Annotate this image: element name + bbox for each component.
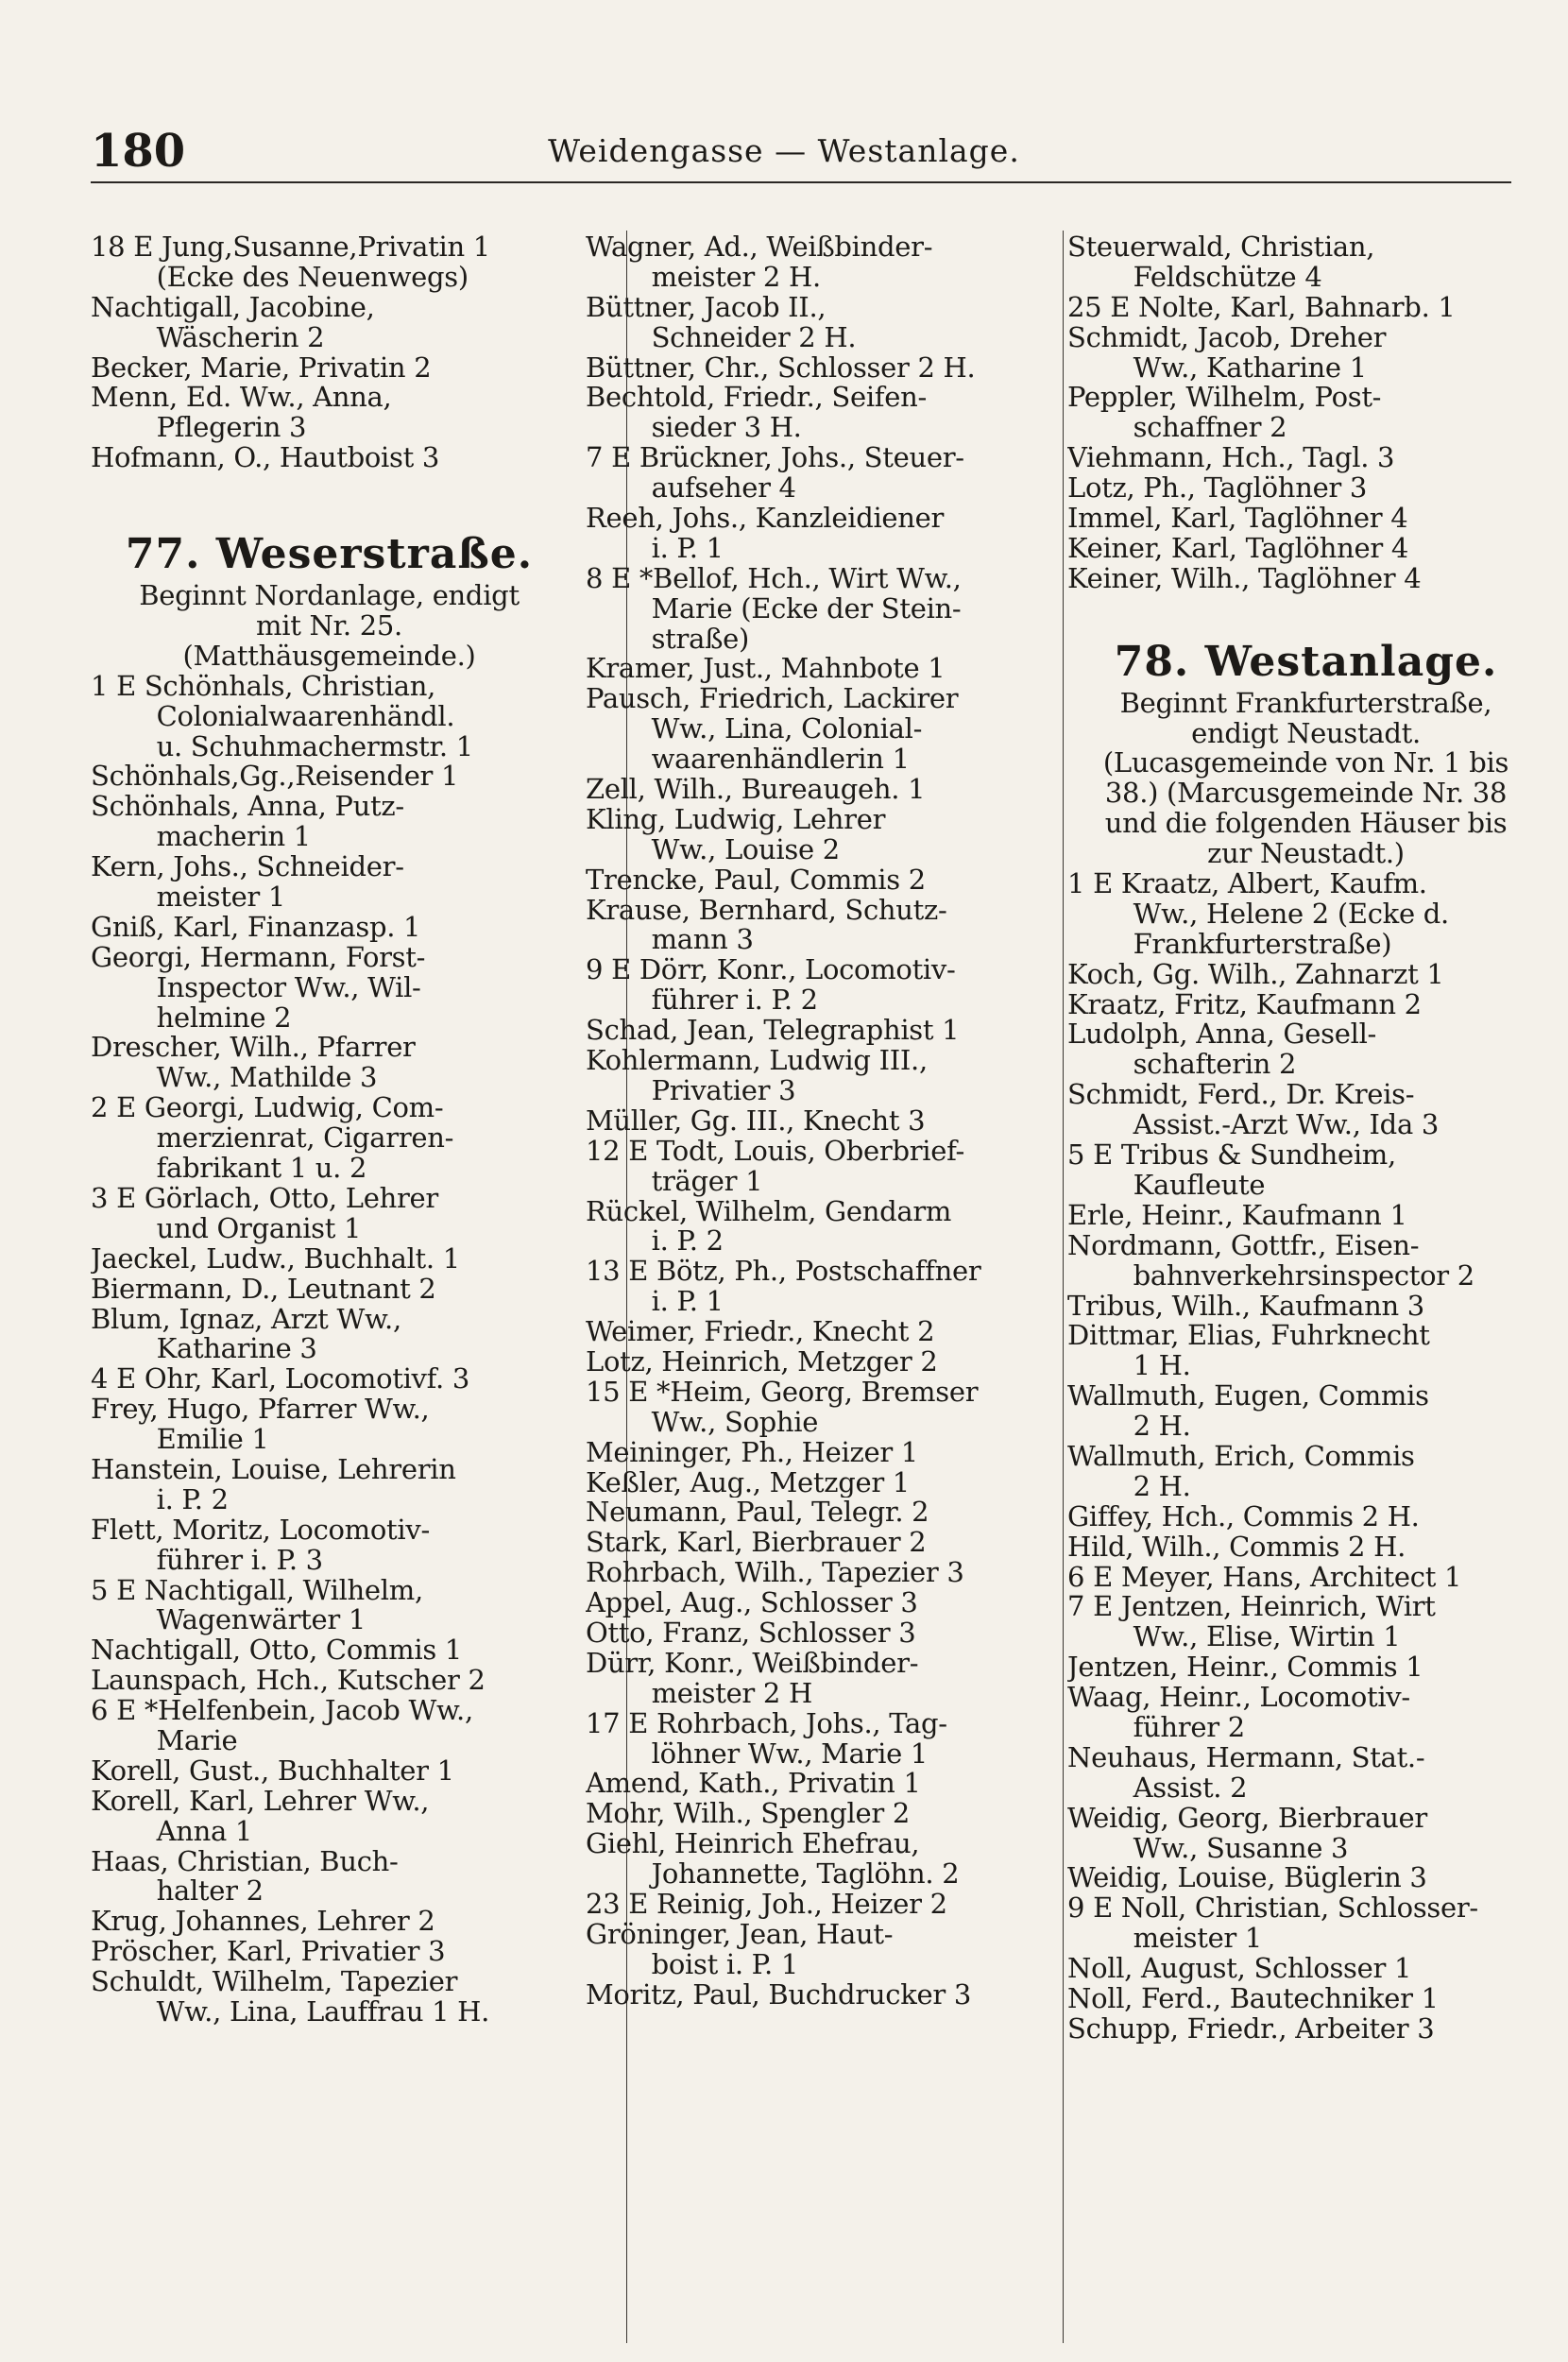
- entry-line: Emilie 1: [156, 1425, 269, 1455]
- entry-line: bahnverkehrsinspector 2: [1133, 1260, 1474, 1292]
- entry-line: Jentzen, Heinr., Commis 1: [1067, 1652, 1423, 1684]
- entry-line: Schupp, Friedr., Arbeiter 3: [1067, 2013, 1435, 2045]
- entry-line: Assist.-Arzt Ww., Ida 3: [1133, 1110, 1440, 1141]
- entry-line: Marie: [156, 1725, 238, 1756]
- entry-line: Pröscher, Karl, Privatier 3: [91, 1937, 446, 1968]
- entry-line: meister 2 H: [651, 1678, 812, 1709]
- entry-line: Johannette, Taglöhn. 2: [651, 1859, 960, 1890]
- entry-line: und Organist 1: [156, 1213, 362, 1244]
- entry-line: träger 1: [651, 1166, 763, 1197]
- entry-line: Tribus, Wilh., Kaufmann 3: [1067, 1291, 1424, 1322]
- entry-line: meister 1: [156, 882, 286, 913]
- entry-line: Schönhals, Anna, Putz-: [91, 792, 404, 823]
- entry-line: Nachtigall, Otto, Commis 1: [91, 1635, 463, 1667]
- entry-line: Ww., Louise 2: [651, 834, 840, 865]
- entry-line: 6 E Meyer, Hans, Architect 1: [1067, 1562, 1462, 1593]
- street-note: 38.) (Marcusgemeinde Nr. 38: [1104, 779, 1508, 810]
- entry-line: Hanstein, Louise, Lehrerin: [91, 1454, 456, 1485]
- entry-line: Bechtold, Friedr., Seifen-: [586, 383, 927, 414]
- street-note: endigt Neustadt.: [1191, 718, 1421, 749]
- entry-line: Appel, Aug., Schlosser 3: [586, 1588, 918, 1618]
- entry-line: 12 E Todt, Louis, Oberbrief-: [586, 1136, 965, 1167]
- entry-line: Meininger, Ph., Heizer 1: [586, 1437, 918, 1468]
- entry-line: Hofmann, O., Hautboist 3: [91, 443, 440, 474]
- entry-line: (Ecke des Neuenwegs): [156, 262, 469, 293]
- column-right: [1067, 232, 1544, 2339]
- entry-line: 5 E Nachtigall, Wilhelm,: [91, 1575, 423, 1606]
- entry-line: Weidig, Louise, Büglerin 3: [1067, 1863, 1427, 1894]
- entry-line: sieder 3 H.: [651, 413, 802, 444]
- entry-line: Amend, Kath., Privatin 1: [586, 1769, 921, 1800]
- header-rule: [91, 181, 1511, 183]
- entry-line: Blum, Ignaz, Arzt Ww.,: [91, 1304, 401, 1335]
- entry-line: Müller, Gg. III., Knecht 3: [586, 1105, 926, 1137]
- entry-line: Marie (Ecke der Stein-: [651, 593, 962, 625]
- entry-line: 2 H.: [1133, 1471, 1191, 1502]
- entry-line: Anna 1: [156, 1816, 253, 1847]
- entry-line: Hild, Wilh., Commis 2 H.: [1067, 1532, 1406, 1563]
- entry-line: Schneider 2 H.: [651, 322, 857, 353]
- entry-line: Wallmuth, Erich, Commis: [1067, 1441, 1415, 1472]
- entry-line: Peppler, Wilhelm, Post-: [1067, 383, 1382, 414]
- entry-line: Wagner, Ad., Weißbinder-: [586, 232, 933, 263]
- entry-line: Weidig, Georg, Bierbrauer: [1067, 1803, 1427, 1834]
- entry-line: Nordmann, Gottfr., Eisen-: [1067, 1230, 1420, 1261]
- entry-line: aufseher 4: [651, 473, 796, 505]
- page-number: 180: [91, 125, 186, 178]
- entry-line: Feldschütze 4: [1133, 262, 1322, 293]
- entry-line: 1 H.: [1133, 1351, 1191, 1382]
- entry-line: Giehl, Heinrich Ehefrau,: [586, 1829, 920, 1860]
- entry-line: 18 E Jung,Susanne,Privatin 1: [91, 232, 490, 263]
- running-title: Weidengasse — Westanlage.: [548, 132, 1020, 169]
- entry-line: Waag, Heinr., Locomotiv-: [1067, 1683, 1410, 1713]
- entry-line: Privatier 3: [651, 1075, 796, 1106]
- entry-line: Pausch, Friedrich, Lackirer: [586, 684, 959, 715]
- entry-line: Noll, August, Schlosser 1: [1067, 1954, 1412, 1984]
- entry-line: mann 3: [651, 925, 754, 956]
- street-note: (Matthäusgemeinde.): [182, 641, 476, 672]
- street-note: zur Neustadt.): [1207, 839, 1405, 870]
- entry-line: Georgi, Hermann, Forst-: [91, 942, 426, 973]
- entry-line: Ludolph, Anna, Gesell-: [1067, 1019, 1377, 1051]
- entry-line: Erle, Heinr., Kaufmann 1: [1067, 1200, 1407, 1231]
- entry-line: 7 E Brückner, Johs., Steuer-: [586, 443, 964, 474]
- entry-line: Rohrbach, Wilh., Tapezier 3: [586, 1558, 964, 1589]
- entry-line: merzienrat, Cigarren-: [156, 1123, 454, 1155]
- entry-line: Gröninger, Jean, Haut-: [586, 1919, 894, 1950]
- entry-line: i. P. 1: [651, 1287, 724, 1318]
- entry-line: 1 E Schönhals, Christian,: [91, 671, 436, 702]
- entry-line: Jaeckel, Ludw., Buchhalt. 1: [91, 1243, 460, 1275]
- entry-line: Neuhaus, Hermann, Stat.-: [1067, 1742, 1425, 1773]
- entry-line: schafterin 2: [1133, 1050, 1297, 1081]
- entry-line: Dittmar, Elias, Fuhrknecht: [1067, 1321, 1430, 1352]
- entry-line: Colonialwaarenhändl.: [156, 701, 455, 732]
- entry-line: Schad, Jean, Telegraphist 1: [586, 1016, 960, 1047]
- entry-line: 23 E Reinig, Joh., Heizer 2: [586, 1889, 947, 1920]
- entry-line: Krause, Bernhard, Schutz-: [586, 895, 947, 926]
- entry-line: Neumann, Paul, Telegr. 2: [586, 1498, 929, 1529]
- entry-line: Büttner, Jacob II.,: [586, 292, 827, 323]
- entry-line: macherin 1: [156, 822, 311, 853]
- entry-line: schaffner 2: [1133, 413, 1287, 444]
- entry-line: Mohr, Wilh., Spengler 2: [586, 1799, 911, 1830]
- entry-line: Zell, Wilh., Bureaugeh. 1: [586, 775, 926, 805]
- entry-line: führer i. P. 3: [156, 1545, 323, 1576]
- entry-line: Katharine 3: [156, 1334, 317, 1365]
- street-note: und die folgenden Häuser bis: [1104, 809, 1508, 840]
- street-note: Beginnt Frankfurterstraße,: [1119, 688, 1492, 719]
- entry-line: 3 E Görlach, Otto, Lehrer: [91, 1183, 438, 1214]
- entry-line: fabrikant 1 u. 2: [156, 1154, 367, 1184]
- entry-line: Ww., Elise, Wirtin 1: [1133, 1622, 1401, 1653]
- entry-line: meister 1: [1133, 1924, 1263, 1955]
- entry-line: Kling, Ludwig, Lehrer: [586, 804, 886, 835]
- entry-line: i. P. 1: [651, 533, 724, 564]
- entry-line: 13 E Bötz, Ph., Postschaffner: [586, 1257, 981, 1288]
- entry-line: i. P. 2: [156, 1484, 229, 1515]
- entry-line: Wagenwärter 1: [156, 1605, 366, 1636]
- entry-line: 6 E *Helfenbein, Jacob Ww.,: [91, 1696, 473, 1726]
- entry-line: Ww., Helene 2 (Ecke d.: [1133, 899, 1449, 930]
- entry-line: Kraatz, Fritz, Kaufmann 2: [1067, 989, 1422, 1020]
- street-note: (Lucasgemeinde von Nr. 1 bis: [1102, 748, 1509, 779]
- entry-line: Assist. 2: [1133, 1772, 1248, 1804]
- entry-line: Haas, Christian, Buch-: [91, 1846, 399, 1877]
- entry-line: Pflegerin 3: [156, 413, 307, 444]
- street-heading: 78. Westanlage.: [1114, 637, 1498, 686]
- entry-line: Ww., Sophie: [651, 1407, 819, 1438]
- entry-line: Frey, Hugo, Pfarrer Ww.,: [91, 1395, 430, 1426]
- entry-line: 15 E *Heim, Georg, Bremser: [586, 1377, 979, 1408]
- entry-line: Koch, Gg. Wilh., Zahnarzt 1: [1067, 959, 1444, 990]
- entry-line: Flett, Moritz, Locomotiv-: [91, 1515, 430, 1546]
- entry-line: Noll, Ferd., Bautechniker 1: [1067, 1983, 1439, 2014]
- entry-line: Wäscherin 2: [156, 322, 325, 353]
- entry-line: Becker, Marie, Privatin 2: [91, 352, 432, 384]
- entry-line: Stark, Karl, Bierbrauer 2: [586, 1528, 927, 1559]
- section-gap: [91, 473, 568, 528]
- entry-line: Viehmann, Hch., Tagl. 3: [1067, 443, 1395, 474]
- entry-line: Nachtigall, Jacobine,: [91, 292, 375, 323]
- street-note: mit Nr. 25.: [256, 611, 402, 642]
- entry-line: 25 E Nolte, Karl, Bahnarb. 1: [1067, 292, 1456, 323]
- entry-line: u. Schuhmachermstr. 1: [156, 731, 473, 762]
- entry-line: 2 E Georgi, Ludwig, Com-: [91, 1093, 444, 1124]
- entry-line: Weimer, Friedr., Knecht 2: [586, 1317, 935, 1347]
- entry-line: Biermann, D., Leutnant 2: [91, 1274, 436, 1305]
- entry-line: Gniß, Karl, Finanzasp. 1: [91, 912, 421, 943]
- entry-line: Schmidt, Jacob, Dreher: [1067, 322, 1387, 353]
- entry-line: Otto, Franz, Schlosser 3: [586, 1617, 916, 1649]
- entry-line: Giffey, Hch., Commis 2 H.: [1067, 1501, 1420, 1532]
- entry-line: Kramer, Just., Mahnbote 1: [586, 654, 946, 685]
- entry-line: Keiner, Karl, Taglöhner 4: [1067, 533, 1409, 564]
- entry-line: Keßler, Aug., Metzger 1: [586, 1467, 910, 1498]
- entry-line: 4 E Ohr, Karl, Locomotivf. 3: [91, 1364, 470, 1395]
- entry-line: halter 2: [156, 1876, 264, 1908]
- entry-line: 9 E Noll, Christian, Schlosser-: [1067, 1893, 1478, 1925]
- entry-line: Korell, Gust., Buchhalter 1: [91, 1755, 454, 1787]
- column-left: [91, 232, 568, 2339]
- entry-line: Schmidt, Ferd., Dr. Kreis-: [1067, 1080, 1415, 1111]
- entry-line: Lotz, Ph., Taglöhner 3: [1067, 473, 1368, 505]
- entry-line: Dürr, Konr., Weißbinder-: [586, 1648, 919, 1679]
- entry-line: Inspector Ww., Wil-: [156, 972, 421, 1003]
- entry-line: meister 2 H.: [651, 262, 821, 293]
- entry-line: Ww., Lina, Colonial-: [651, 714, 923, 745]
- entry-line: i. P. 2: [651, 1226, 724, 1258]
- entry-line: 17 E Rohrbach, Johs., Tag-: [586, 1708, 947, 1739]
- column-middle: [586, 232, 1063, 2339]
- entry-line: Korell, Karl, Lehrer Ww.,: [91, 1786, 430, 1817]
- entry-line: Menn, Ed. Ww., Anna,: [91, 383, 392, 414]
- entry-line: Launspach, Hch., Kutscher 2: [91, 1666, 486, 1697]
- entry-line: Kern, Johs., Schneider-: [91, 852, 404, 883]
- entry-line: 5 E Tribus & Sundheim,: [1067, 1140, 1396, 1171]
- entry-line: straße): [651, 624, 750, 655]
- entry-line: 1 E Kraatz, Albert, Kaufm.: [1067, 869, 1427, 899]
- entry-line: Drescher, Wilh., Pfarrer: [91, 1033, 416, 1064]
- street-heading: 77. Weserstraße.: [125, 530, 534, 579]
- entry-line: Schuldt, Wilhelm, Tapezier: [91, 1967, 458, 1997]
- entry-line: Ww., Katharine 1: [1133, 352, 1367, 384]
- entry-line: helmine 2: [156, 1002, 292, 1034]
- entry-line: Kaufleute: [1133, 1170, 1266, 1201]
- column-divider: [1063, 231, 1064, 2343]
- entry-line: Ww., Mathilde 3: [156, 1063, 378, 1094]
- entry-line: Lotz, Heinrich, Metzger 2: [586, 1346, 938, 1378]
- entry-line: Moritz, Paul, Buchdrucker 3: [586, 1979, 971, 2011]
- entry-line: Reeh, Johs., Kanzleidiener: [586, 504, 945, 534]
- entry-line: Schönhals,Gg.,Reisender 1: [91, 762, 459, 793]
- entry-line: 2 H.: [1133, 1412, 1191, 1442]
- entry-line: Wallmuth, Eugen, Commis: [1067, 1381, 1429, 1412]
- entry-line: Krug, Johannes, Lehrer 2: [91, 1907, 435, 1938]
- entry-line: boist i. P. 1: [651, 1949, 798, 1980]
- entry-line: 9 E Dörr, Konr., Locomotiv-: [586, 955, 956, 986]
- entry-line: löhner Ww., Marie 1: [651, 1738, 929, 1770]
- entry-line: 8 E *Bellof, Hch., Wirt Ww.,: [586, 563, 962, 594]
- entry-line: 7 E Jentzen, Heinrich, Wirt: [1067, 1592, 1436, 1623]
- street-note: Beginnt Nordanlage, endigt: [139, 581, 520, 612]
- entry-line: führer i. P. 2: [651, 985, 818, 1017]
- entry-line: Kohlermann, Ludwig III.,: [586, 1046, 928, 1076]
- entry-line: führer 2: [1133, 1712, 1245, 1743]
- entry-line: Frankfurterstraße): [1133, 929, 1392, 960]
- entry-line: Büttner, Chr., Schlosser 2 H.: [586, 352, 976, 384]
- entry-line: Keiner, Wilh., Taglöhner 4: [1067, 563, 1422, 594]
- entry-line: Rückel, Wilhelm, Gendarm: [586, 1196, 952, 1227]
- entry-line: Steuerwald, Christian,: [1067, 232, 1375, 263]
- section-gap: [1067, 594, 1544, 636]
- entry-line: Ww., Susanne 3: [1133, 1833, 1349, 1864]
- entry-line: Immel, Karl, Taglöhner 4: [1067, 504, 1408, 534]
- entry-line: waarenhändlerin 1: [651, 745, 910, 776]
- entry-line: Ww., Lina, Lauffrau 1 H.: [156, 1996, 490, 2028]
- entry-line: Trencke, Paul, Commis 2: [586, 864, 926, 896]
